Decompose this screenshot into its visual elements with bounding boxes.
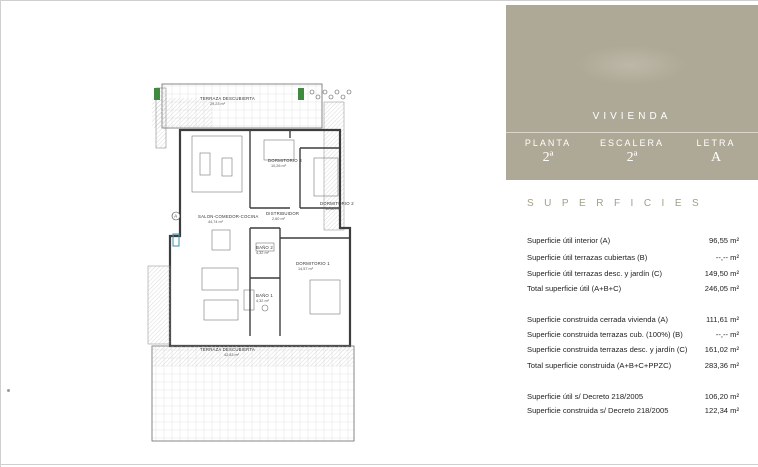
area-value: 161,02 m²: [704, 345, 739, 354]
room-label: DORMITORIO 1: [296, 261, 330, 266]
plant-icon: [323, 90, 327, 94]
plant-icon: [347, 90, 351, 94]
page-border-bottom: [0, 464, 758, 465]
room-area: 29,23 m²: [210, 102, 225, 106]
planta-value: 2ª: [542, 150, 554, 165]
panel-title: VIVIENDA: [592, 111, 672, 122]
room-label: TERRAZA DESCUBIERTA: [200, 347, 255, 352]
room-area: 4,32 m²: [256, 251, 269, 255]
edge-mark: [7, 389, 10, 392]
area-value: --,-- m²: [715, 253, 739, 262]
area-value: --,-- m²: [715, 330, 739, 339]
plant-icon: [341, 95, 345, 99]
room-label: SALON-COMEDOR-COCINA: [198, 214, 259, 219]
room-label: DISTRIBUIDOR: [266, 211, 300, 216]
letra-label: LETRA: [696, 138, 736, 148]
escalera-column: [590, 138, 674, 166]
planta-column: [506, 138, 590, 166]
room-label: TERRAZA DESCUBIERTA: [200, 96, 255, 101]
floor-plan: [140, 78, 370, 453]
area-label: Superficie construida s/ Decreto 218/2005: [527, 406, 669, 415]
planta-label: PLANTA: [524, 138, 572, 148]
page-border-left: [0, 0, 1, 467]
escalera-value: 2ª: [626, 150, 638, 165]
letra-value: A: [710, 150, 722, 165]
room-label: DORMITORIO 3: [268, 158, 302, 163]
area-label: Total superficie construida (A+B+C+PPZC): [527, 361, 672, 370]
room-area: 42,83 m²: [224, 353, 239, 357]
unit-info-panel: [506, 5, 758, 180]
area-label: Superficie útil s/ Decreto 218/2005: [527, 392, 644, 401]
room-label: BAÑO 1: [256, 293, 273, 298]
plant-icon: [335, 90, 339, 94]
area-value: 96,55 m²: [709, 236, 739, 245]
plant-icon: [329, 95, 333, 99]
area-label: Superficie útil terrazas desc. y jardín (C): [527, 269, 663, 278]
escalera-label: ESCALERA: [599, 138, 665, 148]
panel-divider: [506, 132, 758, 133]
letra-column: [674, 138, 758, 166]
area-value: 106,20 m²: [704, 392, 739, 401]
area-value: 149,50 m²: [704, 269, 739, 278]
area-label: Total superficie útil (A+B+C): [527, 284, 622, 293]
room-area: 2,60 m²: [272, 217, 285, 221]
plant-icon: [298, 88, 304, 100]
blurred-logo: [576, 45, 686, 85]
page-border-top: [0, 0, 758, 1]
room-area: 4,32 m²: [256, 299, 269, 303]
area-value: 246,05 m²: [704, 284, 739, 293]
room-area: 44,74 m²: [208, 220, 223, 224]
room-area: 10,66 m²: [325, 207, 340, 211]
area-label: Superficie construida terrazas desc. y jardín (C): [527, 345, 688, 354]
area-label: Superficie útil interior (A): [527, 236, 611, 245]
room-label: BAÑO 2: [256, 245, 273, 250]
area-label: Superficie construida cerrada vivienda (A): [527, 315, 668, 324]
area-label: Superficie útil terrazas cubiertas (B): [527, 253, 648, 262]
room-area: 10,26 m²: [271, 164, 286, 168]
floor-plan-drawing: [140, 78, 370, 453]
room-area: 14,57 m²: [298, 267, 313, 271]
plant-icon: [154, 88, 160, 100]
area-label: Superficie construida terrazas cub. (100%) (B): [527, 330, 683, 339]
room-label: DORMITORIO 2: [320, 201, 354, 206]
area-value: 122,34 m²: [704, 406, 739, 415]
area-value: 283,36 m²: [704, 361, 739, 370]
section-title: SUPERFICIES: [527, 198, 710, 209]
entrance-marker: A: [174, 213, 178, 219]
area-value: 111,61 m²: [705, 315, 739, 324]
